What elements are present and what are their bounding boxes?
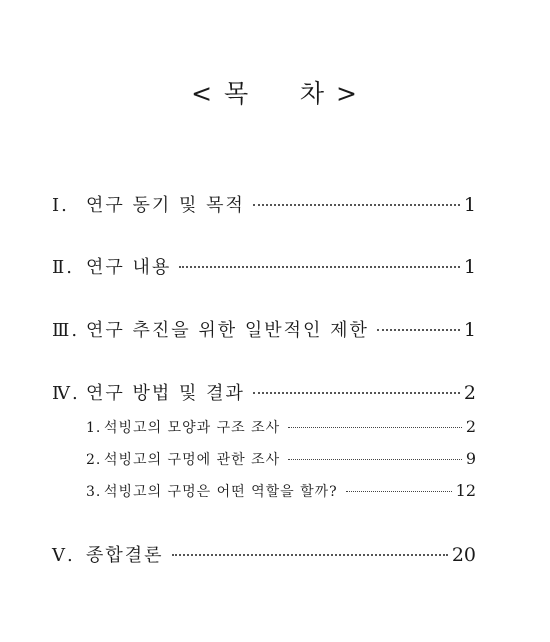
- toc-entry-4: [52, 379, 476, 405]
- toc-subentry-2: [86, 449, 476, 475]
- toc-subentry-1: [86, 417, 476, 443]
- entry-page-number: 9: [465, 449, 476, 468]
- entry-page-number: 2: [463, 382, 476, 404]
- entry-number: Ⅰ.: [52, 195, 69, 216]
- entry-number: 1.: [86, 420, 102, 436]
- entry-number: Ⅳ.: [52, 383, 80, 404]
- dot-leader: [346, 491, 452, 492]
- entry-number: Ⅱ.: [52, 257, 74, 278]
- entry-label: 석빙고의 모양과 구조 조사: [104, 420, 281, 436]
- dot-leader: [288, 459, 462, 460]
- entry-page-number: 1: [463, 194, 476, 216]
- entry-number: Ⅴ.: [52, 545, 75, 566]
- toc-entry-2: [52, 253, 476, 279]
- entry-label: 연구 추진을 위한 일반적인 제한: [86, 320, 369, 341]
- dot-leader: [179, 266, 460, 268]
- entry-label: 석빙고의 구멍에 관한 조사: [104, 452, 281, 468]
- dot-leader: [253, 392, 460, 394]
- entry-label: 연구 내용: [86, 257, 172, 278]
- entry-label: 연구 동기 및 목적: [86, 195, 245, 216]
- toc-entry-3: [52, 316, 476, 342]
- entry-page-number: 1: [463, 319, 476, 341]
- entry-number: Ⅲ.: [52, 320, 80, 341]
- dot-leader: [288, 427, 462, 428]
- dot-leader: [253, 204, 460, 206]
- dot-leader: [172, 554, 448, 556]
- page-title: < 목 차 >: [191, 79, 359, 108]
- toc-subentry-3: [86, 481, 476, 507]
- toc-entry-1: [52, 191, 476, 217]
- entry-label: 종합결론: [86, 545, 164, 566]
- entry-number: 3.: [86, 484, 102, 500]
- entry-page-number: 20: [451, 544, 476, 566]
- toc-entry-5: [52, 541, 476, 567]
- entry-page-number: 2: [465, 417, 476, 436]
- dot-leader: [377, 329, 460, 331]
- entry-label: 연구 방법 및 결과: [86, 383, 245, 404]
- entry-page-number: 12: [455, 481, 476, 500]
- entry-number: 2.: [86, 452, 102, 468]
- entry-label: 석빙고의 구멍은 어떤 역할을 할까?: [104, 484, 338, 500]
- entry-page-number: 1: [463, 256, 476, 278]
